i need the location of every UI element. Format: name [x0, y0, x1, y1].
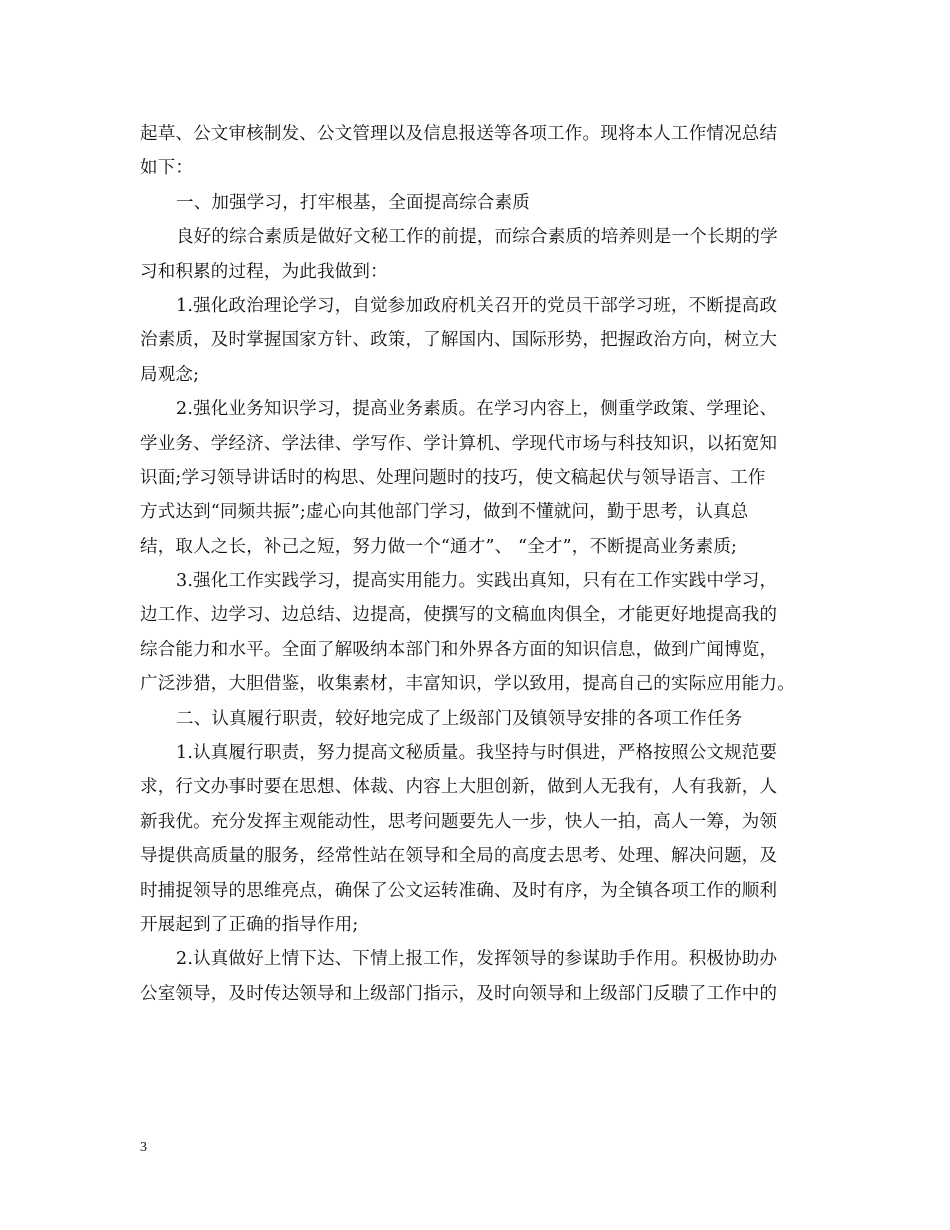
text-line: 导提供高质量的服务，经常性站在领导和全局的高度去思考、处理、解决问题，及 — [140, 846, 778, 867]
paragraph-start: 良好的综合素质是做好文秘工作的前提，而综合素质的培养则是一个长期的学 — [176, 227, 778, 248]
list-item-start: 2.认真做好上情下达、下情上报工作，发挥领导的参谋助手作用。积极协助办 — [176, 949, 778, 970]
text-line: 新我优。充分发挥主观能动性，思考问题要先人一步，快人一拍，高人一筹，为领 — [140, 811, 778, 832]
text-line: 边工作、边学习、边总结、边提高，使撰写的文稿血肉俱全，才能更好地提高我的 — [140, 605, 778, 626]
text-line: 广泛涉猎，大胆借鉴，收集素材，丰富知识，学以致用，提高自己的实际应用能力。 — [140, 674, 795, 695]
text-line: 治素质，及时掌握国家方针、政策，了解国内、国际形势，把握政治方向，树立大 — [140, 330, 778, 351]
text-line: 局观念; — [140, 364, 200, 385]
text-line: 方式达到“同频共振”;虚心向其他部门学习，做到不懂就问，勤于思考，认真总 — [140, 502, 749, 523]
text-line: 如下： — [140, 158, 194, 179]
text-line: 识面;学习领导讲话时的构思、处理问题时的技巧，使文稿起伏与领导语言、工作 — [140, 467, 766, 488]
list-item-start: 1.强化政治理论学习，自觉参加政府机关召开的党员干部学习班，不断提高政 — [176, 295, 778, 316]
text-line: 时捕捉领导的思维亮点，确保了公文运转准确、及时有序，为全镇各项工作的顺利 — [140, 880, 778, 901]
body-text — [140, 117, 810, 1011]
text-line: 学业务、学经济、学法律、学写作、学计算机、学现代市场与科技知识，以拓宽知 — [140, 433, 778, 454]
text-line: 开展起到了正确的指导作用; — [140, 914, 359, 935]
page-number: 3 — [140, 1140, 147, 1155]
list-item-start: 2.强化业务知识学习，提高业务素质。在学习内容上，侧重学政策、学理论、 — [176, 399, 778, 420]
text-line: 起草、公文审核制发、公文管理以及信息报送等各项工作。现将本人工作情况总结 — [140, 124, 778, 144]
text-line: 综合能力和水平。全面了解吸纳本部门和外界各方面的知识信息，做到广闻博览， — [140, 639, 778, 660]
text-line: 结，取人之长，补己之短，努力做一个“通才”、 “全才”，不断提高业务素质; — [140, 536, 738, 557]
text-line: 求，行文办事时要在思想、体裁、内容上大胆创新，做到人无我有，人有我新，人 — [140, 777, 778, 798]
text-line: 习和积累的过程，为此我做到： — [140, 261, 388, 282]
list-item-start: 1.认真履行职责，努力提高文秘质量。我坚持与时俱进，严格按照公文规范要 — [176, 743, 778, 764]
section-heading: 一、加强学习，打牢根基，全面提高综合素质 — [176, 192, 530, 213]
text-line: 公室领导，及时传达领导和上级部门指示，及时向领导和上级部门反聩了工作中的 — [140, 983, 778, 1004]
section-heading: 二、认真履行职责，较好地完成了上级部门及镇领导安排的各项工作任务 — [176, 708, 743, 729]
list-item-start: 3.强化工作实践学习，提高实用能力。实践出真知，只有在工作实践中学习， — [176, 571, 778, 592]
